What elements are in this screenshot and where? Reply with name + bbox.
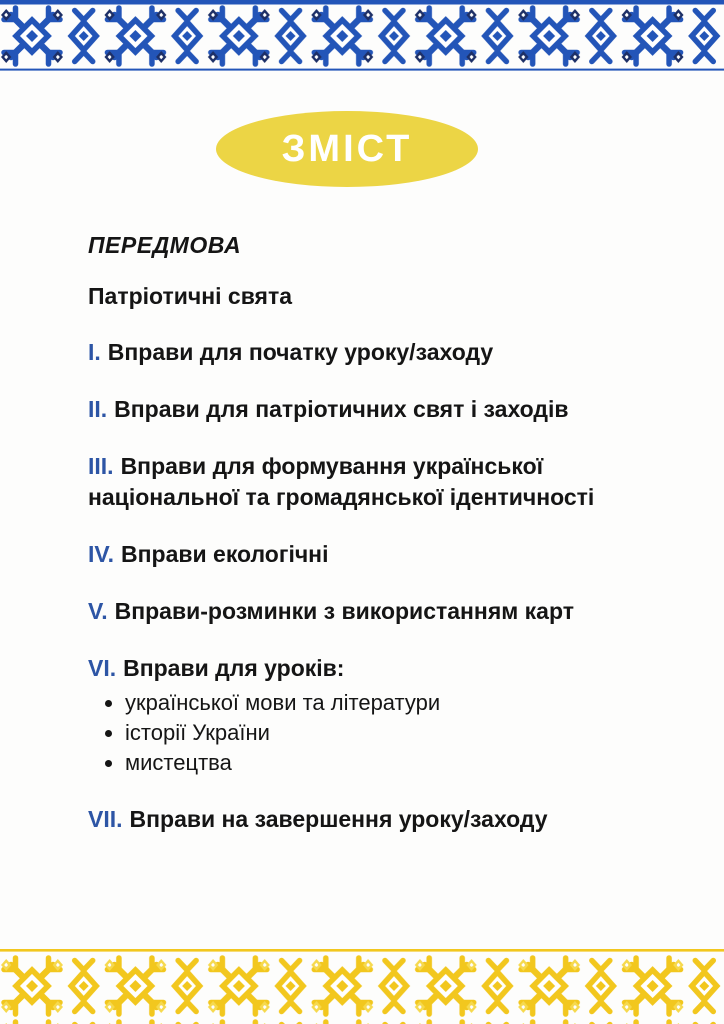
toc-item-text: Вправи для патріотичних свят і заходів [114, 396, 569, 422]
toc-item-6 [88, 653, 660, 778]
toc-item-numeral: I. [88, 339, 101, 365]
toc-item-numeral: VII. [88, 806, 123, 832]
toc-item-1 [88, 337, 660, 368]
toc-list [88, 231, 660, 861]
toc-subitem: • мистецтва [125, 748, 660, 778]
toc-subitem: • української мови та літератури [125, 688, 660, 718]
toc-item-3 [88, 451, 660, 513]
toc-item-numeral: II. [88, 396, 108, 422]
toc-item-numeral: IV. [88, 541, 115, 567]
toc-item-7 [88, 804, 660, 835]
toc-item-text: Вправи для уроків: [123, 655, 345, 681]
toc-subtitle: Патріотичні свята [88, 283, 293, 309]
toc-preface: ПЕРЕДМОВА [88, 232, 242, 258]
toc-item-numeral: VI. [88, 655, 117, 681]
toc-item-text: Вправи-розминки з використанням карт [114, 598, 574, 624]
toc-item-text: Вправи для початку уроку/заходу [107, 339, 494, 365]
toc-item-5 [88, 596, 660, 627]
toc-item-4 [88, 539, 660, 570]
toc-item-numeral: V. [88, 598, 108, 624]
toc-sublist [88, 688, 660, 778]
toc-item-2 [88, 394, 660, 425]
toc-item-numeral: III. [88, 453, 114, 479]
toc-item-text: Вправи екологічні [121, 541, 329, 567]
toc-item-text: Вправи на завершення уроку/заходу [129, 806, 548, 832]
title-badge [216, 111, 478, 187]
toc-item-text: Вправи для формування української національної та громадянської ідентичності [88, 453, 595, 510]
toc-subitem: • історії України [125, 718, 660, 748]
vyshyvanka-border-top-icon [0, 0, 724, 72]
page-title: ЗМІСТ [281, 127, 413, 170]
vyshyvanka-border-bottom-icon [0, 948, 724, 1024]
